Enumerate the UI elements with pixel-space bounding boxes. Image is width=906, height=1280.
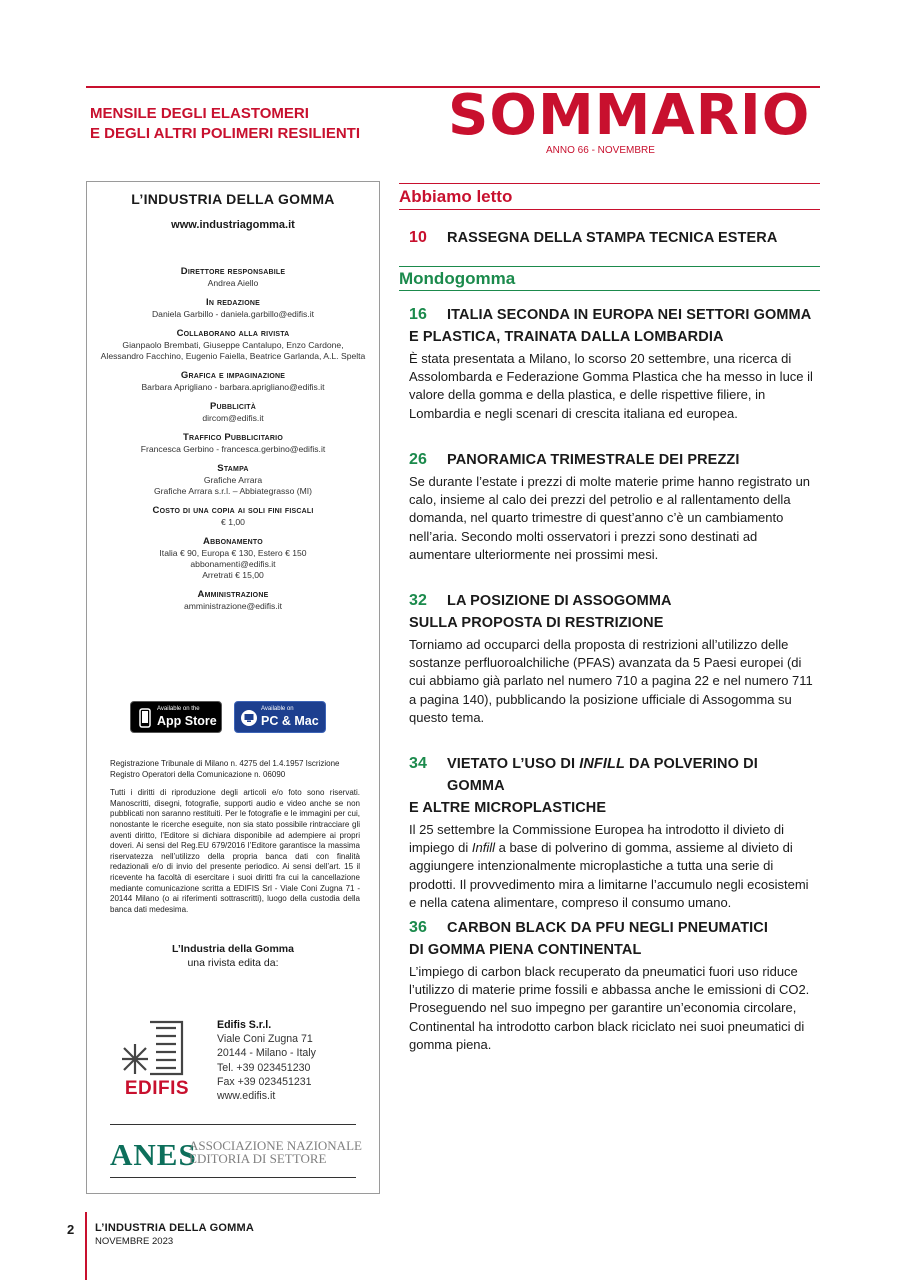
publisher-name: Edifis S.r.l. [217, 1019, 272, 1031]
article-title-line-1: LA POSIZIONE DI ASSOGOMMA [447, 593, 672, 609]
publisher-intro-title: L’Industria della Gomma [172, 943, 294, 955]
publisher-intro [87, 942, 379, 970]
app-store-big: App Store [157, 714, 217, 728]
article-head [409, 227, 819, 249]
section-rule-top-mondogomma [399, 266, 820, 267]
credit-line: abbonamenti@edifis.it [190, 559, 276, 569]
anes-line-2: EDITORIA DI SETTORE [189, 1151, 327, 1166]
credit-line: € 1,00 [221, 517, 245, 527]
article-head [409, 590, 819, 634]
credit-copy-cost [87, 505, 379, 528]
credit-label: Traffico Pubblicitario [183, 432, 283, 443]
credit-label: Collaborano alla rivista [176, 328, 290, 339]
phone-icon [137, 708, 153, 728]
masthead-title: L’INDUSTRIA DELLA GOMMA [131, 191, 335, 207]
anes-line-1: ASSOCIAZIONE NAZIONALE [189, 1138, 362, 1153]
article-title-line-2: DI GOMMA PIENA CONTINENTAL [409, 942, 642, 958]
credit-label: Direttore responsabile [180, 266, 286, 277]
credit-printing [87, 463, 379, 497]
monitor-icon [241, 708, 257, 728]
article-title-line-1: CARBON BLACK DA PFU NEGLI PNEUMATICI [447, 920, 768, 936]
article-title-emphasis: INFILL [579, 756, 625, 772]
publisher-tel: Tel. +39 023451230 [217, 1061, 311, 1074]
anes-logo-text [189, 1139, 362, 1165]
legal-registration: Registrazione Tribunale di Milano n. 4275 del 1.4.1957 Iscrizione Registro Operatori della Comunicazione n. 06090 [110, 759, 340, 779]
publisher-street: Viale Coni Zugna 71 [217, 1033, 313, 1046]
article-page-number: 26 [409, 451, 427, 468]
article-summary: L’impiego di carbon black recuperato da pneumatici fuori uso riduce l’utilizzo di materie prime fossili e abbassa anche le emissioni di CO2. Proseguendo nel suo impegno per garantire un’economia circolare, Continental ha introdotto carbon black riciclato nei suoi pneumatici di gomma piena. [409, 964, 810, 1052]
article-34[interactable] [409, 753, 819, 912]
issue-label: ANNO 66 - NOVEMBRE [546, 145, 655, 156]
page-title: SOMMARIO [448, 83, 811, 148]
legal-notice [110, 759, 360, 915]
credits [87, 266, 379, 620]
credit-line: Grafiche Arrara s.r.l. – Abbiategrasso (MI) [153, 486, 313, 496]
article-32[interactable] [409, 590, 819, 727]
section-mondogomma: Mondogomma [399, 269, 516, 288]
pc-mac-badge[interactable] [234, 701, 326, 733]
credit-ad-traffic [87, 432, 379, 455]
publisher-intro-sub: una rivista edita da: [187, 957, 279, 969]
article-page-number: 32 [409, 592, 427, 609]
article-page-number: 16 [409, 306, 427, 323]
credit-label: In redazione [206, 297, 260, 308]
anes-rule-top [110, 1124, 356, 1125]
article-title: RASSEGNA DELLA STAMPA TECNICA ESTERA [447, 230, 778, 246]
edifis-logo-word: EDIFIS [124, 1078, 190, 1099]
article-page-number: 36 [409, 919, 427, 936]
publisher-web[interactable]: www.edifis.it [217, 1090, 276, 1103]
credit-subscription [87, 536, 379, 581]
pc-mac-small: Available on [261, 706, 294, 712]
article-title-line-2: E PLASTICA, TRAINATA DALLA LOMBARDIA [409, 329, 724, 345]
article-26[interactable] [409, 449, 819, 564]
masthead-url[interactable]: www.industriagomma.it [171, 219, 295, 231]
credit-label: Costo di una copia ai soli fini fiscali [152, 505, 314, 516]
article-summary: Se durante l’estate i prezzi di molte materie prime hanno registrato un calo, insieme al calo dei prezzi del petrolio e al rallentamento della domanda, nel quarto trimestre di quest’anno c’è un cambiamento nell’aria. Secondo molti osservatori i prezzi sono destinati ad aumentare ulteriormente nei prossimi mesi. [409, 474, 811, 562]
article-summary-part: Il 25 settembre la Commissione Europea ha introdotto il divieto di impiego di [409, 822, 785, 856]
article-head [409, 449, 819, 471]
article-title-part: DA POLVERINO DI GOMMA [447, 756, 758, 794]
credit-contributors [87, 328, 379, 362]
article-summary: Torniamo ad occuparci della proposta di restrizioni all’utilizzo delle sostanze perfluoroalchiliche (PFAS) avanzata da 5 Paesi europei (di cui abbiamo già parlato nel numero 710 a pagina 22 e nel numero 711 a pagina 140), pubblicando la posizione ufficiale di Assogomma su questo tema. [409, 637, 813, 725]
credit-administration [87, 589, 379, 612]
credit-label: Grafica e impaginazione [180, 370, 286, 381]
pc-mac-big: PC & Mac [261, 714, 319, 728]
publisher-city: 20144 - Milano - Italy [217, 1047, 316, 1060]
anes-rule-bottom [110, 1177, 356, 1178]
credit-label: Pubblicità [209, 401, 257, 412]
section-rule-top-abbiamo-letto [399, 183, 820, 184]
credit-graphics [87, 370, 379, 393]
article-36[interactable] [409, 917, 819, 1054]
article-page-number: 10 [409, 229, 427, 246]
article-title: PANORAMICA TRIMESTRALE DEI PREZZI [447, 452, 740, 468]
app-store-badge[interactable] [130, 701, 222, 733]
publisher-address [217, 1018, 316, 1103]
credit-line: Grafiche Arrara [203, 475, 263, 485]
tagline-line-2: E DEGLI ALTRI POLIMERI RESILIENTI [90, 125, 361, 142]
article-summary-emphasis: Infill [471, 840, 495, 856]
credit-line: Gianpaolo Brembati, Giuseppe Cantalupo, Enzo Cardone, [122, 340, 344, 350]
section-rule-bottom-mondogomma [399, 290, 820, 291]
article-head [409, 753, 819, 819]
article-16[interactable] [409, 304, 819, 423]
store-badges [130, 701, 330, 735]
credit-editorial [87, 297, 379, 320]
tagline-line-1: MENSILE DEGLI ELASTOMERI [90, 105, 309, 122]
anes-logo-mark: ANES [110, 1137, 197, 1172]
article-summary [409, 821, 819, 912]
article-head [409, 304, 819, 348]
article-title-part: VIETATO L’USO DI [447, 756, 580, 772]
footer-page-number: 2 [67, 1222, 75, 1237]
article-summary-part: a base di polverino di gomma, assieme al divieto di aggiungere intenzionalmente microplastiche a tutta una serie di prodotti. Il provvedimento mira a limitarne l’accumulo negli ecosistemi e nella catena alimentare, compreso il consumo umano. [409, 840, 809, 910]
credit-line: Alessandro Facchino, Eugenio Faiella, Beatrice Garlanda, A.L. Spelta [100, 351, 366, 361]
credit-director [87, 266, 379, 289]
footer-title: L’INDUSTRIA DELLA GOMMA [95, 1222, 254, 1234]
article-title-line-1 [409, 753, 819, 797]
credit-label: Amministrazione [197, 589, 269, 600]
article-page-number: 34 [409, 755, 427, 772]
credit-line: Italia € 90, Europa € 130, Estero € 150 [159, 548, 307, 558]
section-rule-bottom-abbiamo-letto [399, 209, 820, 210]
publisher-fax: Fax +39 023451231 [217, 1075, 312, 1088]
article-title-line-1: ITALIA SECONDA IN EUROPA NEI SETTORI GOMMA [447, 307, 812, 323]
app-store-small: Available on the [157, 706, 200, 712]
article-title-line-2: SULLA PROPOSTA DI RESTRIZIONE [409, 615, 664, 631]
footer-date: NOVEMBRE 2023 [95, 1236, 174, 1247]
credit-label: Stampa [217, 463, 249, 474]
legal-body: Tutti i diritti di riproduzione degli articoli e/o foto sono riservati. Manoscritti, disegni, fotografie, supporti audio e video anche se non pubblicati non saranno restituiti. Per le fotografie e le immagini per cui, nonostante le ricerche eseguite, non sia stato possibile rintracciare gli aventi diritto, l’Editore si dichiara disponibile ad adempiere ai propri doveri. Ai sensi del Reg.EU 679/2016 l’Editore garantisce la massima riservatezza nell’utilizzo della propria banca dati con finalità redazionali e/o di invio del presente periodico. Ai sensi dell’art. 15 il ricevente ha facoltà di esercitare i suoi diritti fra cui la cancellazione mediante comunicazione scritta a EDIFIS Srl - Viale Coni Zugna 71 - 20144 Milano (o ai riferimenti sottrascritti), luogo della custodia della banca dati medesima. [110, 788, 360, 914]
article-title-line-2: E ALTRE MICROPLASTICHE [409, 800, 607, 816]
credit-line: Francesca Gerbino - francesca.gerbino@edifis.it [140, 444, 326, 454]
article-head [409, 917, 819, 961]
credit-line: amministrazione@edifis.it [183, 601, 283, 611]
article-10[interactable] [409, 227, 819, 249]
masthead-box [86, 181, 380, 1194]
section-abbiamo-letto: Abbiamo letto [399, 187, 513, 206]
credit-label: Abbonamento [203, 536, 263, 547]
credit-line: Daniela Garbillo - daniela.garbillo@edifis.it [151, 309, 315, 319]
credit-line: Barbara Aprigliano - barbara.aprigliano@edifis.it [141, 382, 325, 392]
tagline [90, 104, 420, 144]
credit-line: dircom@edifis.it [202, 413, 264, 423]
article-summary: È stata presentata a Milano, lo scorso 20 settembre, una ricerca di Assolombarda e Federazione Gomma Plastica che ha messo in luce il valore della gomma e della plastica, e delle rispettive filiere, in Lombardia e negli scenari di crescita italiana ed europea. [409, 351, 813, 421]
credit-advertising [87, 401, 379, 424]
credit-line: Andrea Aiello [207, 278, 259, 288]
credit-line: Arretrati € 15,00 [202, 570, 264, 580]
footer-rule [85, 1212, 87, 1280]
